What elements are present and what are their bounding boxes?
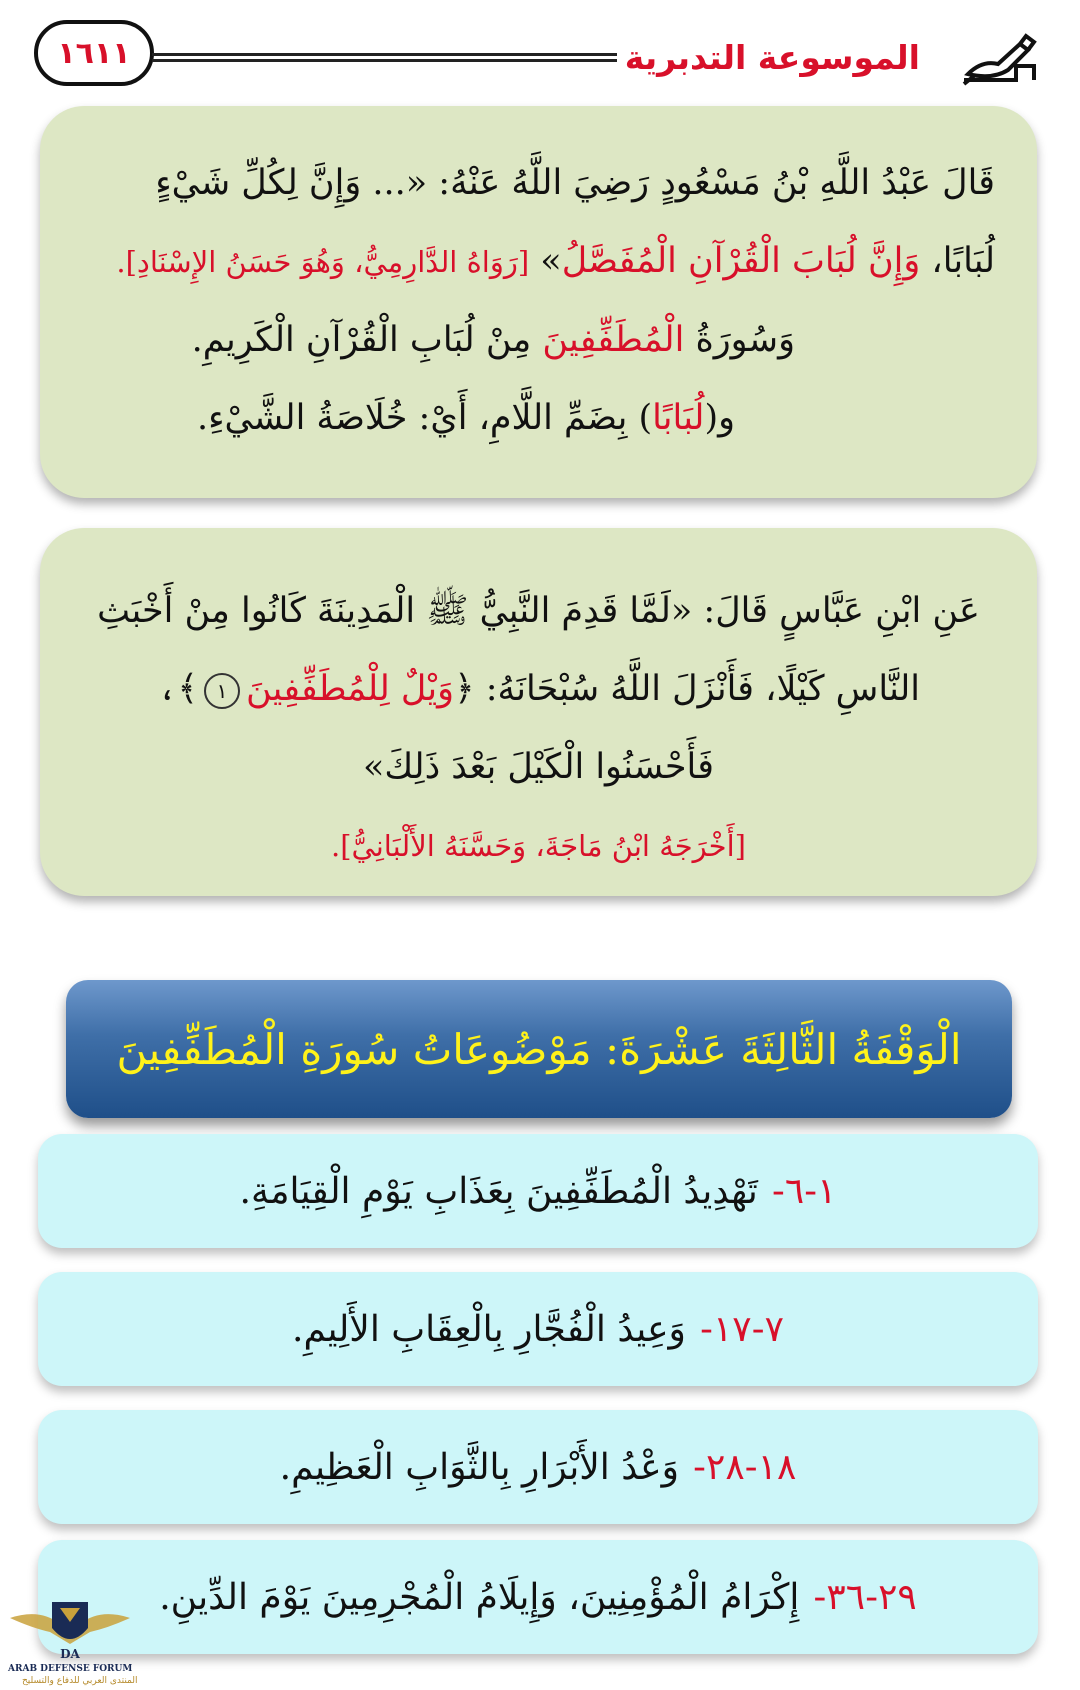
quote-text: و(	[704, 398, 735, 438]
quote-line-1: قَالَ عَبْدُ اللَّهِ بْنُ مَسْعُودٍ رَضِيَ اللَّهُ عَنْهُ: «... وَإِنَّ لِكُلِّ شَيْءٍ	[155, 163, 995, 203]
section-title-banner	[66, 980, 1012, 1118]
quote-text: وَسُورَةُ	[684, 320, 795, 360]
hadith-source: [رَوَاهُ الدَّارِمِيُّ، وَهُوَ حَسَنُ الإِسْنَادِ].	[116, 245, 530, 279]
topic-text: وَعِيدُ الْفُجَّارِ بِالْعِقَابِ الأَلِيمِ.	[292, 1308, 686, 1350]
topic-text: وَعْدُ الأَبْرَارِ بِالثَّوَابِ الْعَظِيمِ.	[279, 1446, 679, 1488]
topic-item	[38, 1410, 1038, 1524]
logo-initials: DA	[60, 1647, 80, 1661]
quote-text: مِنْ لُبَابِ الْقُرْآنِ الْكَرِيمِ.	[191, 320, 543, 360]
topic-text: إِكْرَامُ الْمُؤْمِنِينَ، وَإِيلَامُ الْمُجْرِمِينَ يَوْمَ الدِّينِ.	[159, 1576, 800, 1618]
quote-line-2	[82, 222, 995, 301]
quote-box-ibn-abbas	[40, 528, 1037, 896]
topic-item	[38, 1272, 1038, 1386]
page-number: ١٦١١	[34, 20, 154, 86]
page-header	[0, 0, 1080, 100]
hadith-line-1: عَنِ ابْنِ عَبَّاسٍ قَالَ: «لَمَّا قَدِمَ النَّبِيُّ ﷺ الْمَدِينَةَ كَانُوا مِنْ أَخْبَثِ	[97, 591, 980, 631]
hadith-text: النَّاسِ كَيْلًا، فَأَنْزَلَ اللَّهُ سُبْحَانَهُ: ﴿	[454, 669, 921, 709]
logo-text-en: ARAB DEFENSE FORUM	[8, 1664, 133, 1674]
verse-range: ١-٦-	[771, 1170, 837, 1212]
writing-hand-icon	[958, 30, 1038, 86]
hadith-source: [أَخْرَجَهُ ابْنُ مَاجَةَ، وَحَسَّنَهُ الأَلْبَانِيُّ].	[331, 829, 746, 863]
hadith-line-2	[82, 650, 995, 728]
eagle-shield-icon	[0, 1588, 140, 1668]
forum-watermark-logo	[0, 1588, 140, 1690]
topic-item	[38, 1540, 1038, 1654]
quote-text: ) بِضَمِّ اللَّامِ، أَيْ: خُلَاصَةُ الشَّيْءِ.	[196, 398, 653, 438]
quote-text: لُبَابًا،	[920, 241, 995, 281]
hadith-text: ﴾،	[156, 669, 198, 709]
defined-word: لُبَابًا	[652, 398, 705, 438]
verse-range: ٢٩-٣٦-	[813, 1576, 917, 1618]
page-title: الموسوعة التدبرية	[624, 38, 920, 77]
topic-item	[38, 1134, 1038, 1248]
section-title: الْوَقْفَةُ الثَّالِثَةَ عَشْرَةَ: مَوْضُوعَاتُ سُورَةِ الْمُطَفِّفِينَ	[116, 1024, 962, 1074]
quote-line-3	[82, 301, 995, 379]
quote-text: »	[529, 241, 562, 281]
quote-line-4	[82, 379, 995, 457]
topic-text: تَهْدِيدُ الْمُطَفِّفِينَ بِعَذَابِ يَوْمِ الْقِيَامَةِ.	[239, 1170, 758, 1212]
verse-range: ٧-١٧-	[699, 1308, 784, 1350]
verse-number-marker: ١	[204, 673, 240, 709]
hadith-source-line	[82, 806, 995, 885]
header-divider	[152, 53, 617, 65]
quote-highlight: وَإِنَّ لُبَابَ الْقُرْآنِ الْمُفَصَّلُ	[561, 241, 921, 281]
logo-text-ar: المنتدى العربي للدفاع والتسليح	[22, 1676, 138, 1686]
quran-verse: وَيْلٌ لِلْمُطَفِّفِينَ	[245, 669, 455, 709]
quote-box-ibn-masud	[40, 106, 1037, 498]
hadith-line-3: فَأَحْسَنُوا الْكَيْلَ بَعْدَ ذَلِكَ»	[363, 747, 714, 787]
surah-name: الْمُطَفِّفِينَ	[542, 320, 685, 360]
verse-range: ١٨-٢٨-	[693, 1446, 797, 1488]
